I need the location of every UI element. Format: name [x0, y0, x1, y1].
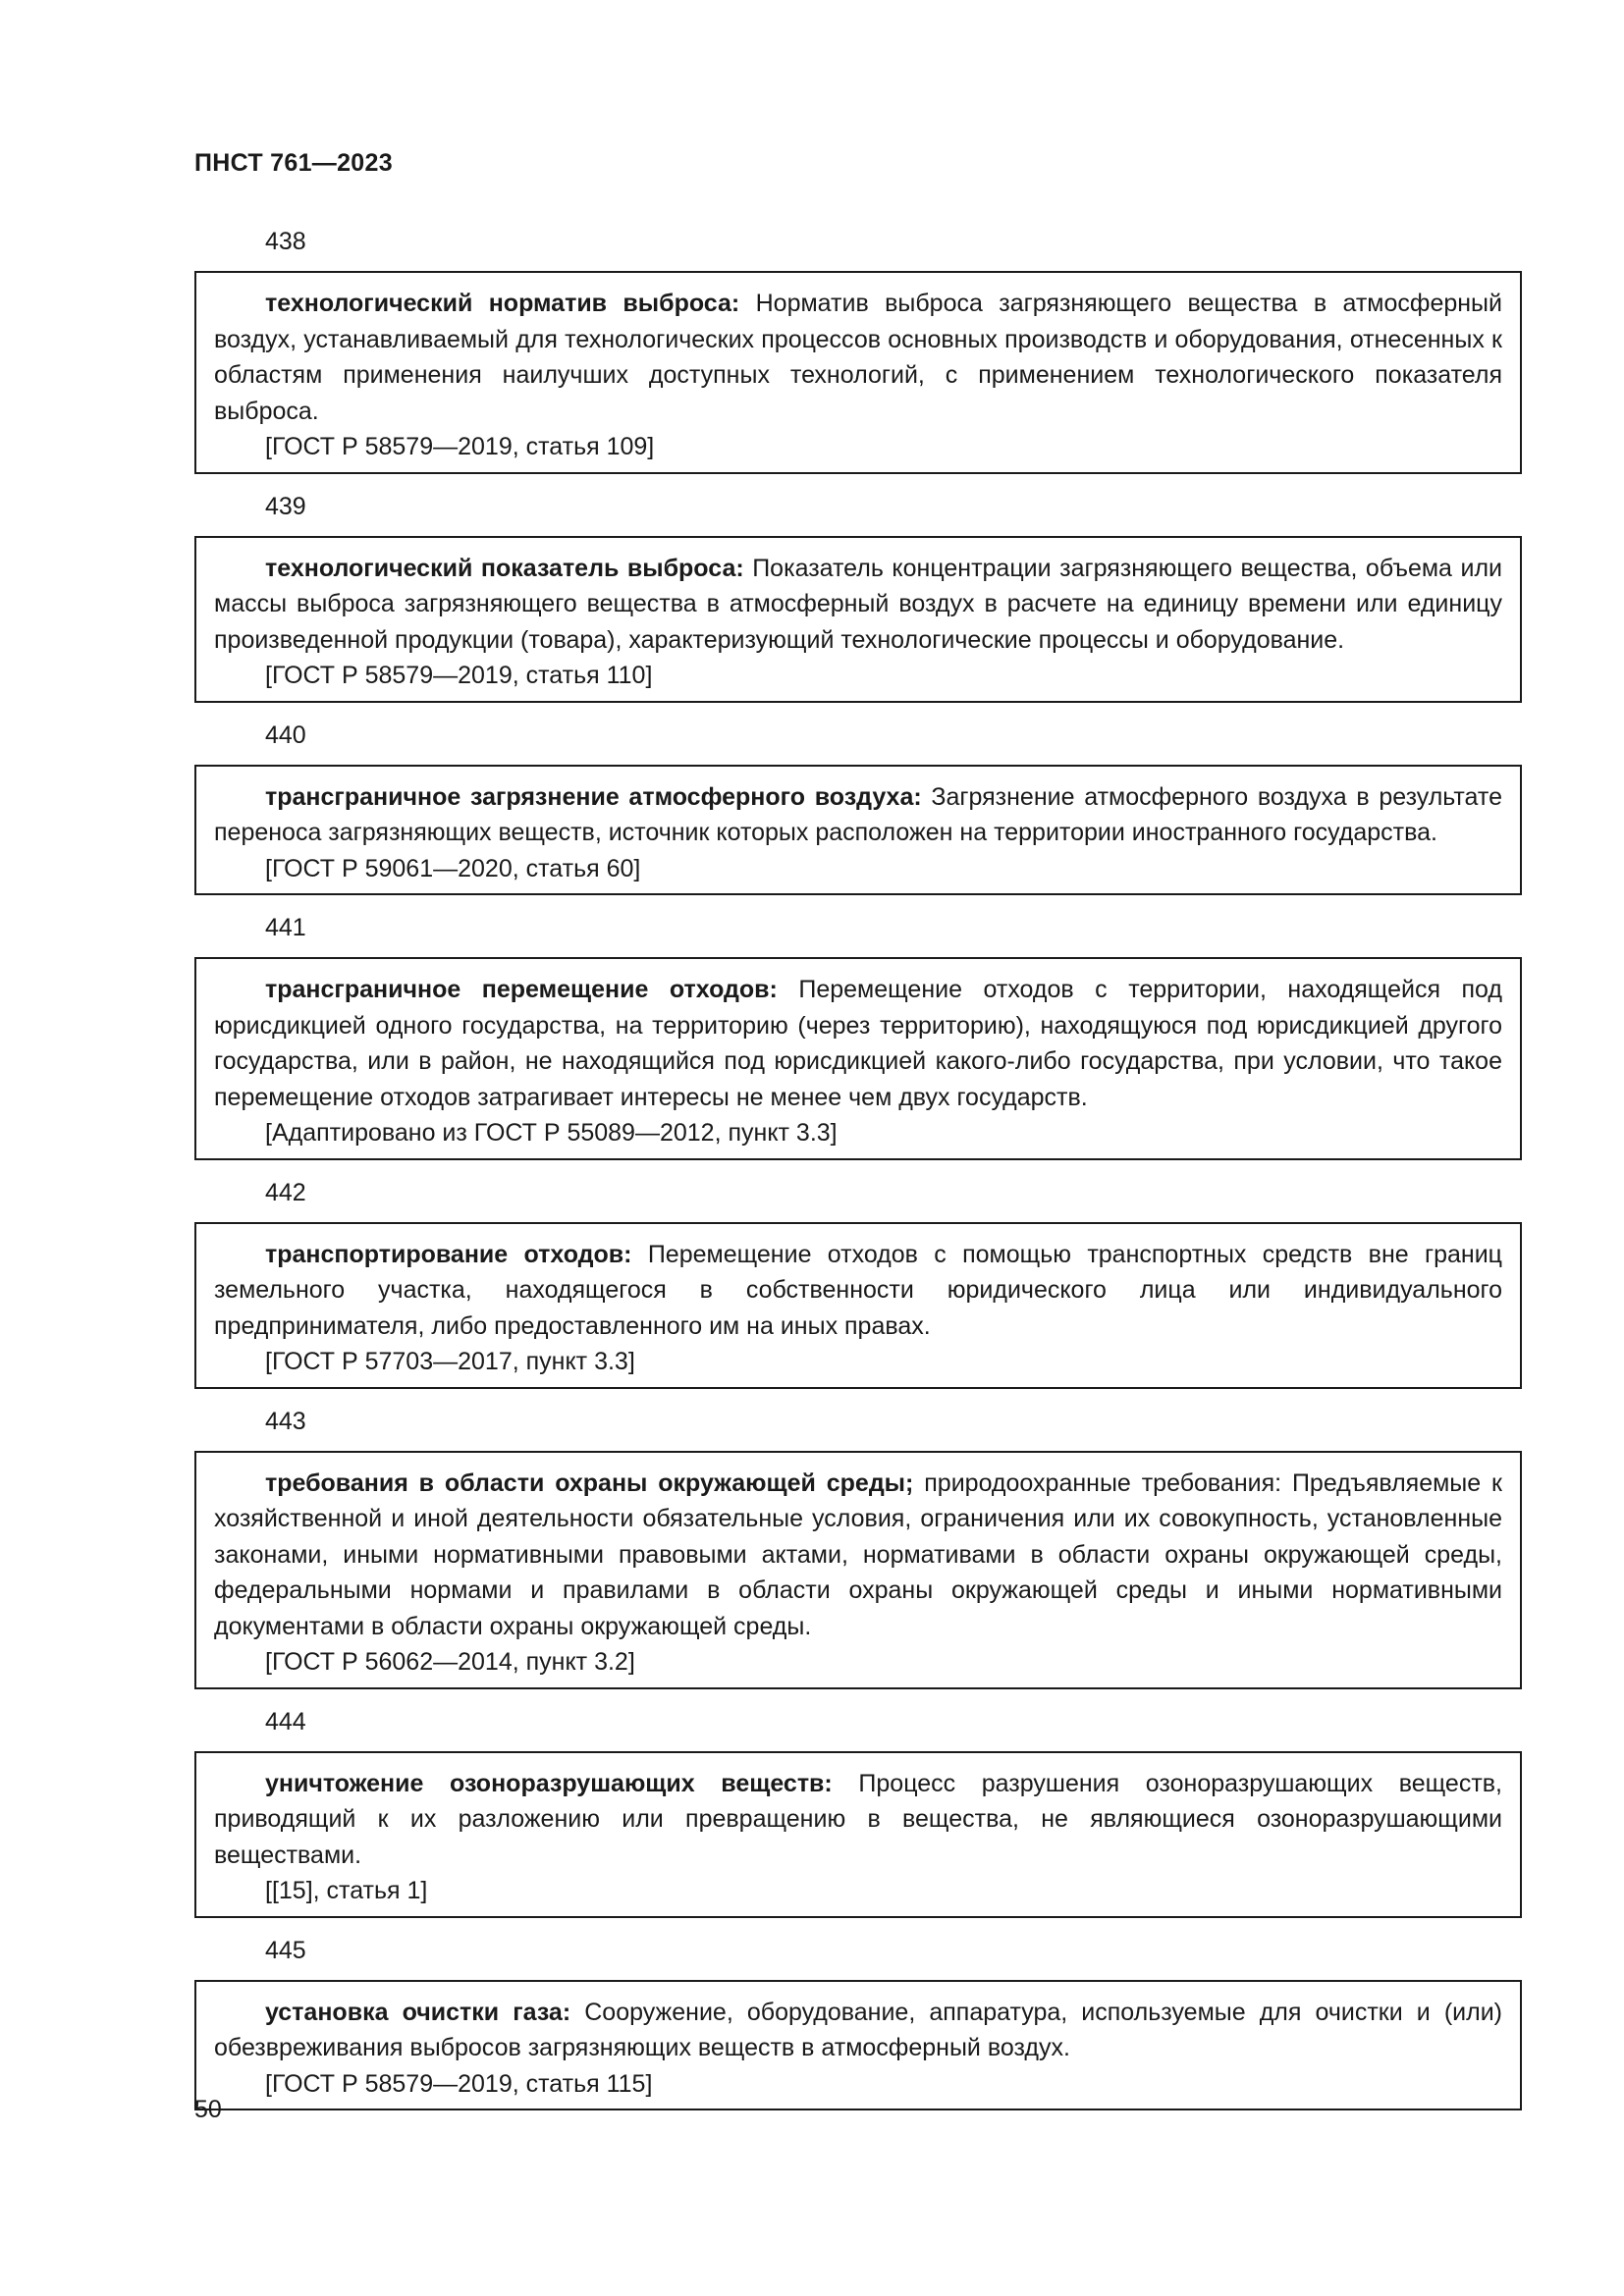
- entry-number: 443: [265, 1407, 306, 1435]
- entry-source: [ГОСТ Р 58579—2019, статья 110]: [265, 662, 653, 689]
- entry-number: 439: [265, 492, 306, 520]
- entry-term: установка очистки газа:: [265, 1998, 571, 2026]
- entry-definition: Загрязнение атмосферного воздуха в результате переноса загрязняющих веществ, источник которых расположен на территории иностранного государства.: [214, 782, 1502, 846]
- entry-number: 440: [265, 721, 306, 749]
- entry-source: [Адаптировано из ГОСТ Р 55089—2012, пункт 3.3]: [265, 1119, 838, 1147]
- entry-number: 442: [265, 1178, 306, 1206]
- glossary-entry: [194, 910, 1522, 1160]
- entry-number: 438: [265, 228, 306, 255]
- entry-source: [[15], статья 1]: [265, 1877, 428, 1904]
- entry-box: [194, 536, 1522, 703]
- entry-box: [194, 1980, 1522, 2111]
- entry-definition: Перемещение отходов с территории, находящейся под юрисдикцией одного государства, на территорию (через территорию), находящуюся под юрисдикцией другого государства, или в район, не находящийся под юрисдикцией какого-либо государства, при условии, что такое перемещение отходов затрагивает интересы не менее чем двух государств.: [214, 976, 1502, 1111]
- entry-text: [214, 551, 1502, 659]
- entry-definition: природоохранные требования: Предъявляемые к хозяйственной и иной деятельности обязательные условия, ограничения или их совокупность, установленные законами, иными нормативными правовыми актами, нормативами в области охраны окружающей среды, федеральными нормами и правилами в области охраны окружающей среды и иными нормативными документами в области охраны окружающей среды.: [214, 1468, 1502, 1640]
- entry-source: [ГОСТ Р 56062—2014, пункт 3.2]: [265, 1648, 635, 1676]
- entry-term: технологический показатель выброса:: [265, 554, 744, 582]
- entry-text: [214, 972, 1502, 1115]
- entry-definition: Перемещение отходов с помощью транспортных средств вне границ земельного участка, находящегося в собственности юридического лица или индивидуального предпринимателя, либо предоставленного им на иных правах.: [214, 1240, 1502, 1340]
- entry-source: [ГОСТ Р 58579—2019, статья 115]: [265, 2069, 653, 2098]
- entry-source: [ГОСТ Р 59061—2020, статья 60]: [265, 854, 641, 882]
- entry-term: уничтожение озоноразрушающих веществ:: [265, 1769, 833, 1797]
- entry-term: технологический норматив выброса:: [265, 290, 740, 317]
- glossary-entry: [194, 1933, 1522, 2111]
- glossary-entry: [194, 1175, 1522, 1389]
- entry-text: [214, 1995, 1502, 2066]
- entry-term: трансграничное загрязнение атмосферного воздуха:: [265, 782, 922, 811]
- entry-definition: Процесс разрушения озоноразрушающих веществ, приводящий к их разложению или превращению в вещества, не являющиеся озоноразрушающими веществами.: [214, 1769, 1502, 1869]
- entry-text: [214, 779, 1502, 851]
- entry-text: [214, 1766, 1502, 1874]
- entry-text: [214, 1466, 1502, 1645]
- entry-term: трансграничное перемещение отходов:: [265, 976, 778, 1003]
- entry-number: 441: [265, 914, 306, 941]
- entry-definition: Показатель концентрации загрязняющего вещества, объема или массы выброса загрязняющего вещества в атмосферный воздух в расчете на единицу времени или единицу произведенной продукции (товара), характеризующий технологические процессы и оборудование.: [214, 554, 1502, 654]
- entry-term: транспортирование отходов:: [265, 1240, 632, 1268]
- entry-definition: Норматив выброса загрязняющего вещества в атмосферный воздух, устанавливаемый для технологических процессов основных производств и оборудования, отнесенных к областям применения наилучших доступных технологий, с применением технологического показателя выброса.: [214, 290, 1502, 425]
- document-header: ПНСТ 761—2023: [194, 149, 393, 177]
- entry-box: [194, 1451, 1522, 1689]
- glossary-entry: [194, 1404, 1522, 1689]
- entry-number: 445: [265, 1936, 306, 1964]
- entry-source: [ГОСТ Р 57703—2017, пункт 3.3]: [265, 1348, 635, 1375]
- glossary-entry: [194, 718, 1522, 896]
- entry-number: 444: [265, 1707, 306, 1735]
- entry-box: [194, 271, 1522, 474]
- glossary-entry: [194, 489, 1522, 703]
- entry-text: [214, 1237, 1502, 1345]
- glossary-entry: [194, 224, 1522, 474]
- page-number: 50: [194, 2096, 222, 2123]
- glossary-entry: [194, 1704, 1522, 1918]
- entry-box: [194, 1222, 1522, 1389]
- entry-box: [194, 957, 1522, 1160]
- entry-definition: Сооружение, оборудование, аппаратура, используемые для очистки и (или) обезвреживания выбросов загрязняющих веществ в атмосферный воздух.: [214, 1998, 1502, 2061]
- entry-box: [194, 765, 1522, 896]
- entry-box: [194, 1751, 1522, 1918]
- entry-text: [214, 286, 1502, 429]
- entry-term: требования в области охраны окружающей среды;: [265, 1468, 914, 1497]
- entry-source: [ГОСТ Р 58579—2019, статья 109]: [265, 433, 655, 460]
- glossary-entries: [194, 224, 1522, 2125]
